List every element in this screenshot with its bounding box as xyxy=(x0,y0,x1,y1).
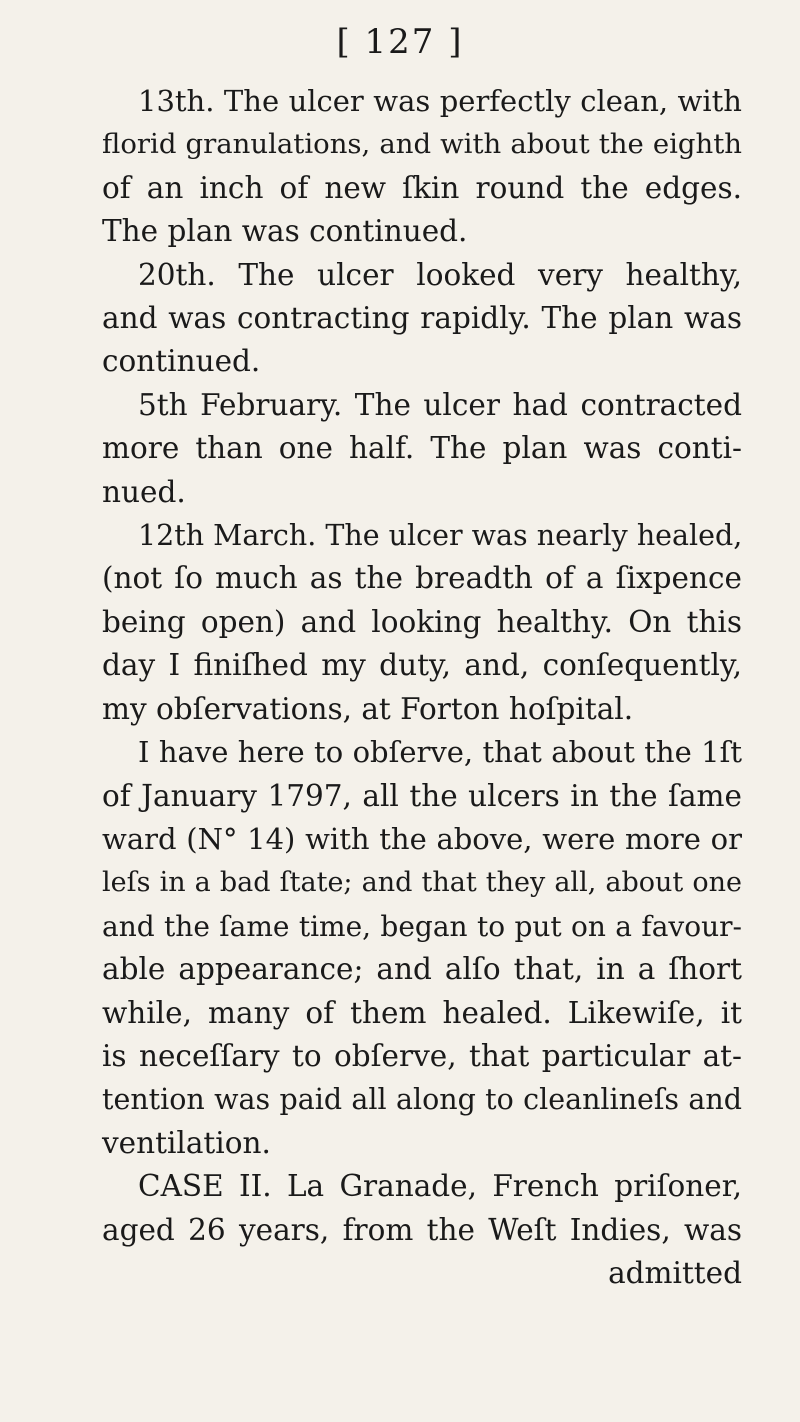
text-line: CASE II. La Granade, French priſoner, xyxy=(138,1169,742,1204)
text-line: nued. xyxy=(102,474,186,509)
text-line: I have here to obſerve, that about the 1ſt xyxy=(138,735,742,770)
text-line: is neceſſary to obſerve, that particular at- xyxy=(102,1038,742,1073)
text-line: while, many of them healed. Likewiſe, it xyxy=(102,995,742,1030)
text-line: able appearance; and alſo that, in a ſhort xyxy=(102,952,742,987)
text-line: of January 1797, all the ulcers in the ſame xyxy=(102,778,742,813)
text-line: leſs in a bad ſtate; and that they all, about one xyxy=(102,867,742,899)
text-line: day I finiſhed my duty, and, conſequently, xyxy=(102,648,742,683)
text-line: 5th February. The ulcer had contracted xyxy=(138,387,742,422)
text-line: my obſervations, at Forton hoſpital. xyxy=(102,691,634,726)
text-line: tention was paid all along to cleanlineſs and xyxy=(102,1083,742,1117)
text-line: and the ſame time, began to put on a favour- xyxy=(102,909,742,943)
text-line: (not ſo much as the breadth of a ſixpence xyxy=(102,561,742,596)
text-line: 20th. The ulcer looked very healthy, xyxy=(138,257,742,292)
text-line: and was contracting rapidly. The plan was xyxy=(102,301,742,336)
text-line: continued. xyxy=(102,344,261,379)
body-text xyxy=(102,80,742,1295)
page-number: [ 127 ] xyxy=(336,22,464,62)
text-line: being open) and looking healthy. On this xyxy=(102,604,742,639)
text-line: ward (N° 14) with the above, were more or xyxy=(102,821,742,856)
text-line: florid granulations, and with about the eighth xyxy=(102,128,742,161)
text-line: aged 26 years, from the Weſt Indies, was xyxy=(102,1212,742,1247)
text-line: of an inch of new ſkin round the edges. xyxy=(102,170,742,205)
text-line: 12th March. The ulcer was nearly healed, xyxy=(138,519,743,553)
text-line: The plan was continued. xyxy=(102,214,468,249)
text-line: ventilation. xyxy=(102,1125,271,1160)
text-line: more than one half. The plan was conti- xyxy=(102,431,742,466)
catchword: admitted xyxy=(608,1255,742,1290)
text-line: 13th. The ulcer was perfectly clean, with xyxy=(138,84,742,118)
